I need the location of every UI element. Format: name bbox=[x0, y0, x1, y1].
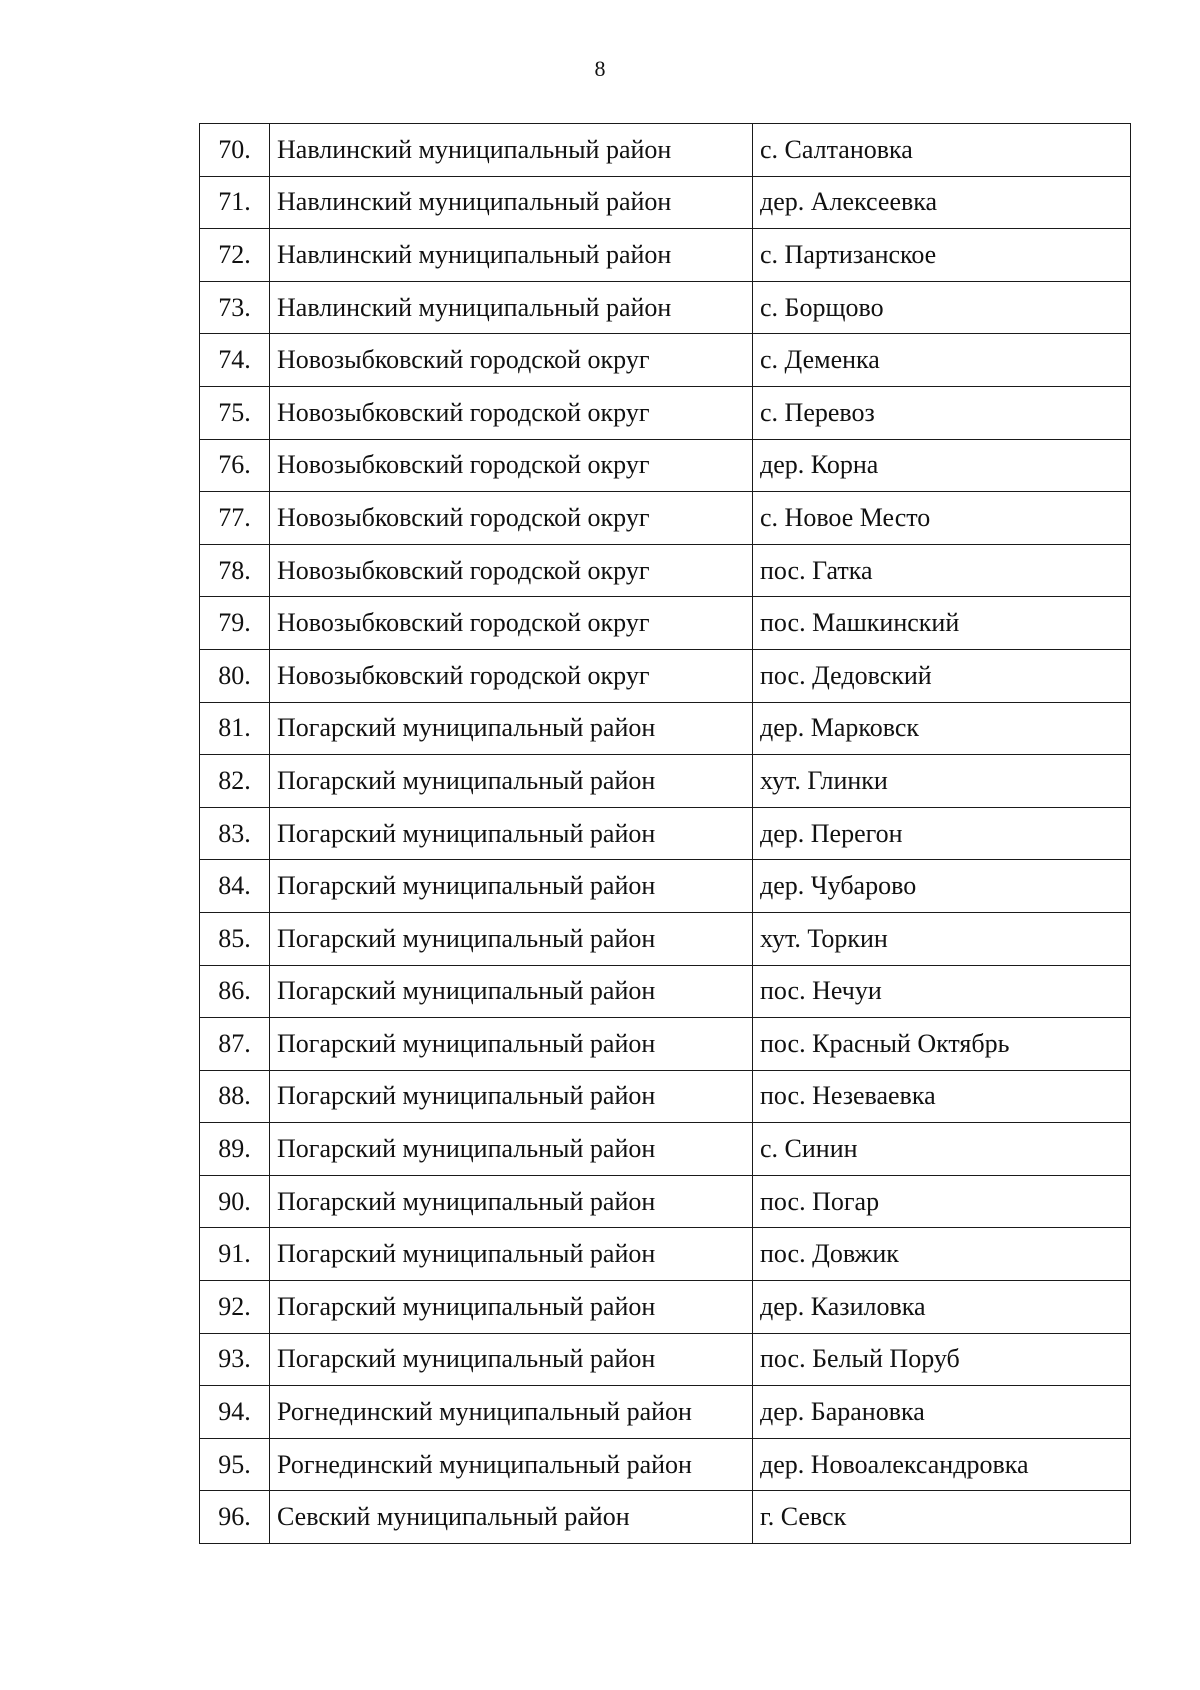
settlement-cell: пос. Погар bbox=[753, 1175, 1131, 1228]
row-number-cell: 73. bbox=[200, 281, 270, 334]
district-cell: Погарский муниципальный район bbox=[270, 1333, 753, 1386]
district-cell: Погарский муниципальный район bbox=[270, 965, 753, 1018]
district-cell: Новозыбковский городской округ bbox=[270, 334, 753, 387]
district-cell: Навлинский муниципальный район bbox=[270, 229, 753, 282]
district-cell: Новозыбковский городской округ bbox=[270, 386, 753, 439]
district-cell: Новозыбковский городской округ bbox=[270, 544, 753, 597]
table-row bbox=[200, 860, 1131, 913]
settlement-cell: с. Деменка bbox=[753, 334, 1131, 387]
table-row bbox=[200, 176, 1131, 229]
settlements-table-body bbox=[200, 124, 1131, 1544]
table-row bbox=[200, 544, 1131, 597]
settlement-cell: дер. Марковск bbox=[753, 702, 1131, 755]
table-row bbox=[200, 1281, 1131, 1334]
district-cell: Погарский муниципальный район bbox=[270, 807, 753, 860]
table-row bbox=[200, 334, 1131, 387]
settlement-cell: хут. Глинки bbox=[753, 755, 1131, 808]
district-cell: Погарский муниципальный район bbox=[270, 860, 753, 913]
settlement-cell: с. Партизанское bbox=[753, 229, 1131, 282]
settlement-cell: дер. Корна bbox=[753, 439, 1131, 492]
table-row bbox=[200, 124, 1131, 177]
district-cell: Севский муниципальный район bbox=[270, 1491, 753, 1544]
settlement-cell: пос. Красный Октябрь bbox=[753, 1018, 1131, 1071]
row-number-cell: 70. bbox=[200, 124, 270, 177]
table-row bbox=[200, 649, 1131, 702]
row-number-cell: 90. bbox=[200, 1175, 270, 1228]
row-number-cell: 95. bbox=[200, 1438, 270, 1491]
settlement-cell: дер. Алексеевка bbox=[753, 176, 1131, 229]
row-number-cell: 88. bbox=[200, 1070, 270, 1123]
row-number-cell: 72. bbox=[200, 229, 270, 282]
page-number: 8 bbox=[594, 56, 606, 81]
table-row bbox=[200, 755, 1131, 808]
row-number-cell: 71. bbox=[200, 176, 270, 229]
row-number-cell: 83. bbox=[200, 807, 270, 860]
district-cell: Новозыбковский городской округ bbox=[270, 439, 753, 492]
district-cell: Навлинский муниципальный район bbox=[270, 124, 753, 177]
district-cell: Погарский муниципальный район bbox=[270, 1070, 753, 1123]
table-row bbox=[200, 1228, 1131, 1281]
table-row bbox=[200, 281, 1131, 334]
row-number-cell: 93. bbox=[200, 1333, 270, 1386]
row-number-cell: 92. bbox=[200, 1281, 270, 1334]
district-cell: Новозыбковский городской округ bbox=[270, 597, 753, 650]
district-cell: Погарский муниципальный район bbox=[270, 1175, 753, 1228]
settlement-cell: с. Борщово bbox=[753, 281, 1131, 334]
district-cell: Погарский муниципальный район bbox=[270, 1123, 753, 1176]
table-row bbox=[200, 597, 1131, 650]
settlement-cell: дер. Чубарово bbox=[753, 860, 1131, 913]
row-number-cell: 85. bbox=[200, 912, 270, 965]
district-cell: Навлинский муниципальный район bbox=[270, 176, 753, 229]
row-number-cell: 74. bbox=[200, 334, 270, 387]
settlement-cell: с. Салтановка bbox=[753, 124, 1131, 177]
table-row bbox=[200, 229, 1131, 282]
district-cell: Погарский муниципальный район bbox=[270, 755, 753, 808]
settlement-cell: пос. Белый Поруб bbox=[753, 1333, 1131, 1386]
settlement-cell: пос. Гатка bbox=[753, 544, 1131, 597]
row-number-cell: 81. bbox=[200, 702, 270, 755]
district-cell: Погарский муниципальный район bbox=[270, 1018, 753, 1071]
district-cell: Погарский муниципальный район bbox=[270, 1228, 753, 1281]
row-number-cell: 94. bbox=[200, 1386, 270, 1439]
row-number-cell: 78. bbox=[200, 544, 270, 597]
settlement-cell: пос. Незеваевка bbox=[753, 1070, 1131, 1123]
settlement-cell: пос. Нечуи bbox=[753, 965, 1131, 1018]
table-row bbox=[200, 965, 1131, 1018]
row-number-cell: 77. bbox=[200, 492, 270, 545]
row-number-cell: 76. bbox=[200, 439, 270, 492]
row-number-cell: 96. bbox=[200, 1491, 270, 1544]
settlement-cell: с. Перевоз bbox=[753, 386, 1131, 439]
district-cell: Новозыбковский городской округ bbox=[270, 649, 753, 702]
table-row bbox=[200, 439, 1131, 492]
row-number-cell: 84. bbox=[200, 860, 270, 913]
table-row bbox=[200, 1386, 1131, 1439]
row-number-cell: 91. bbox=[200, 1228, 270, 1281]
table-row bbox=[200, 702, 1131, 755]
district-cell: Погарский муниципальный район bbox=[270, 912, 753, 965]
table-row bbox=[200, 1070, 1131, 1123]
settlement-cell: хут. Торкин bbox=[753, 912, 1131, 965]
settlement-cell: с. Синин bbox=[753, 1123, 1131, 1176]
district-cell: Погарский муниципальный район bbox=[270, 702, 753, 755]
settlement-cell: пос. Машкинский bbox=[753, 597, 1131, 650]
table-row bbox=[200, 492, 1131, 545]
row-number-cell: 87. bbox=[200, 1018, 270, 1071]
table-row bbox=[200, 1333, 1131, 1386]
settlement-cell: дер. Новоалександровка bbox=[753, 1438, 1131, 1491]
district-cell: Погарский муниципальный район bbox=[270, 1281, 753, 1334]
table-row bbox=[200, 1491, 1131, 1544]
table-row bbox=[200, 1018, 1131, 1071]
district-cell: Новозыбковский городской округ bbox=[270, 492, 753, 545]
table-row bbox=[200, 807, 1131, 860]
settlement-cell: пос. Дедовский bbox=[753, 649, 1131, 702]
row-number-cell: 89. bbox=[200, 1123, 270, 1176]
settlement-cell: дер. Перегон bbox=[753, 807, 1131, 860]
settlement-cell: с. Новое Место bbox=[753, 492, 1131, 545]
table-row bbox=[200, 1438, 1131, 1491]
settlement-cell: дер. Барановка bbox=[753, 1386, 1131, 1439]
row-number-cell: 86. bbox=[200, 965, 270, 1018]
table-row bbox=[200, 1123, 1131, 1176]
district-cell: Рогнединский муниципальный район bbox=[270, 1438, 753, 1491]
settlements-table bbox=[199, 123, 1131, 1544]
row-number-cell: 79. bbox=[200, 597, 270, 650]
row-number-cell: 75. bbox=[200, 386, 270, 439]
row-number-cell: 80. bbox=[200, 649, 270, 702]
settlement-cell: дер. Казиловка bbox=[753, 1281, 1131, 1334]
district-cell: Рогнединский муниципальный район bbox=[270, 1386, 753, 1439]
table-row bbox=[200, 386, 1131, 439]
settlement-cell: г. Севск bbox=[753, 1491, 1131, 1544]
row-number-cell: 82. bbox=[200, 755, 270, 808]
table-row bbox=[200, 1175, 1131, 1228]
table-row bbox=[200, 912, 1131, 965]
settlement-cell: пос. Довжик bbox=[753, 1228, 1131, 1281]
district-cell: Навлинский муниципальный район bbox=[270, 281, 753, 334]
